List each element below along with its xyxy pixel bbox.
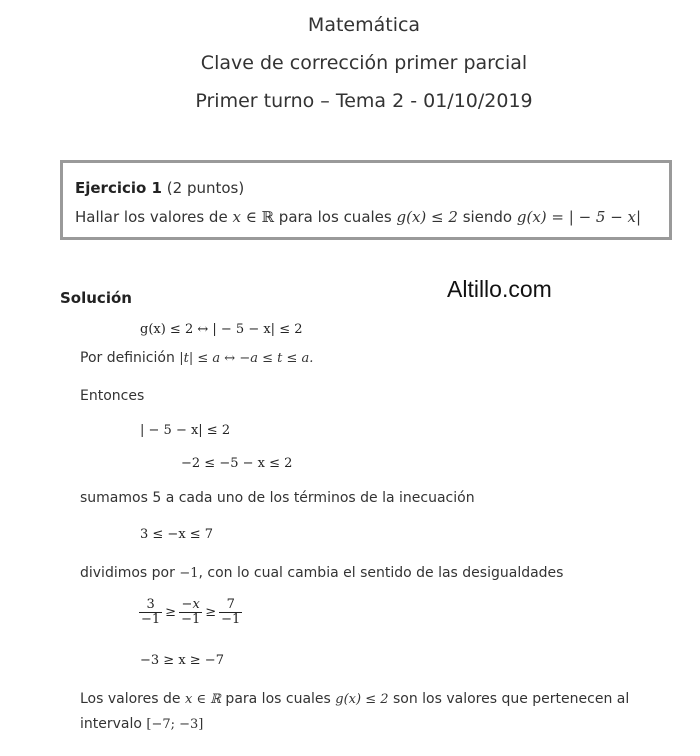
fraction-3 [219,598,242,626]
step-sum-text: sumamos 5 a cada uno de los términos de la inecuación [80,490,475,506]
conclusion-interval: [−7; −3] [146,717,204,732]
exercise-header [75,179,244,197]
fraction-1 [139,598,162,626]
statement-cond: g(x) ≤ 2 [396,208,458,226]
step-divide-line [80,565,563,581]
subject-title: Matemática [307,14,421,36]
exercise-statement [75,208,641,226]
equation-2: | − 5 − x| ≤ 2 [140,423,231,438]
fraction-3-numerator: 7 [219,598,242,613]
exam-title: Clave de corrección primer parcial [200,52,528,74]
conclusion-math-1: x ∈ ℝ [184,692,221,707]
equation-5: −3 ≥ x ≥ −7 [140,653,224,668]
statement-in: ∈ ℝ [240,208,279,226]
statement-start: Hallar los valores de [75,208,233,226]
conclusion-start: Los valores de [80,691,185,707]
watermark-text: Altillo.com [447,276,552,302]
step-divide-number: −1 [179,566,199,581]
fraction-2-denominator: −1 [181,611,201,627]
equation-1: g(x) ≤ 2 ↔ | − 5 − x| ≤ 2 [140,322,303,337]
conclusion-end: son los valores que pertenecen al [388,691,630,707]
definition-text: Por definición [80,350,180,366]
fraction-1-numerator: 3 [139,598,162,613]
conclusion-line-2 [80,716,203,732]
exercise-box [60,160,672,240]
step-divide-start: dividimos por [80,565,180,581]
fraction-2-numerator: −x [179,598,202,613]
relation-2: ≥ [205,604,217,620]
entonces-text: Entonces [80,388,145,404]
conclusion-line-1 [80,691,629,707]
fraction-inequality [139,598,242,626]
statement-siendo: siendo [457,208,517,226]
equation-3: −2 ≤ −5 − x ≤ 2 [181,456,293,471]
exam-turno: Primer turno – Tema 2 - 01/10/2019 [195,90,533,112]
equation-4: 3 ≤ −x ≤ 7 [140,527,214,542]
solution-heading: Solución [60,289,132,307]
fraction-1-denominator: −1 [141,611,161,627]
exercise-points: (2 puntos) [166,179,245,197]
definition-line [80,350,313,366]
exercise-label: Ejercicio 1 [75,179,162,197]
statement-def: g(x) = | − 5 − x| [516,208,642,226]
statement-var: x [232,208,241,226]
fraction-2 [179,598,202,626]
definition-math: |t| ≤ a ↔ −a ≤ t ≤ a. [179,351,314,366]
fraction-3-denominator: −1 [221,611,241,627]
conclusion-mid: para los cuales [220,691,336,707]
step-divide-end: , con lo cual cambia el sentido de las desigualdades [198,565,564,581]
statement-mid: para los cuales [278,208,397,226]
conclusion-l2-start: intervalo [80,716,147,732]
conclusion-math-2: g(x) ≤ 2 [335,692,389,707]
relation-1: ≥ [165,604,177,620]
